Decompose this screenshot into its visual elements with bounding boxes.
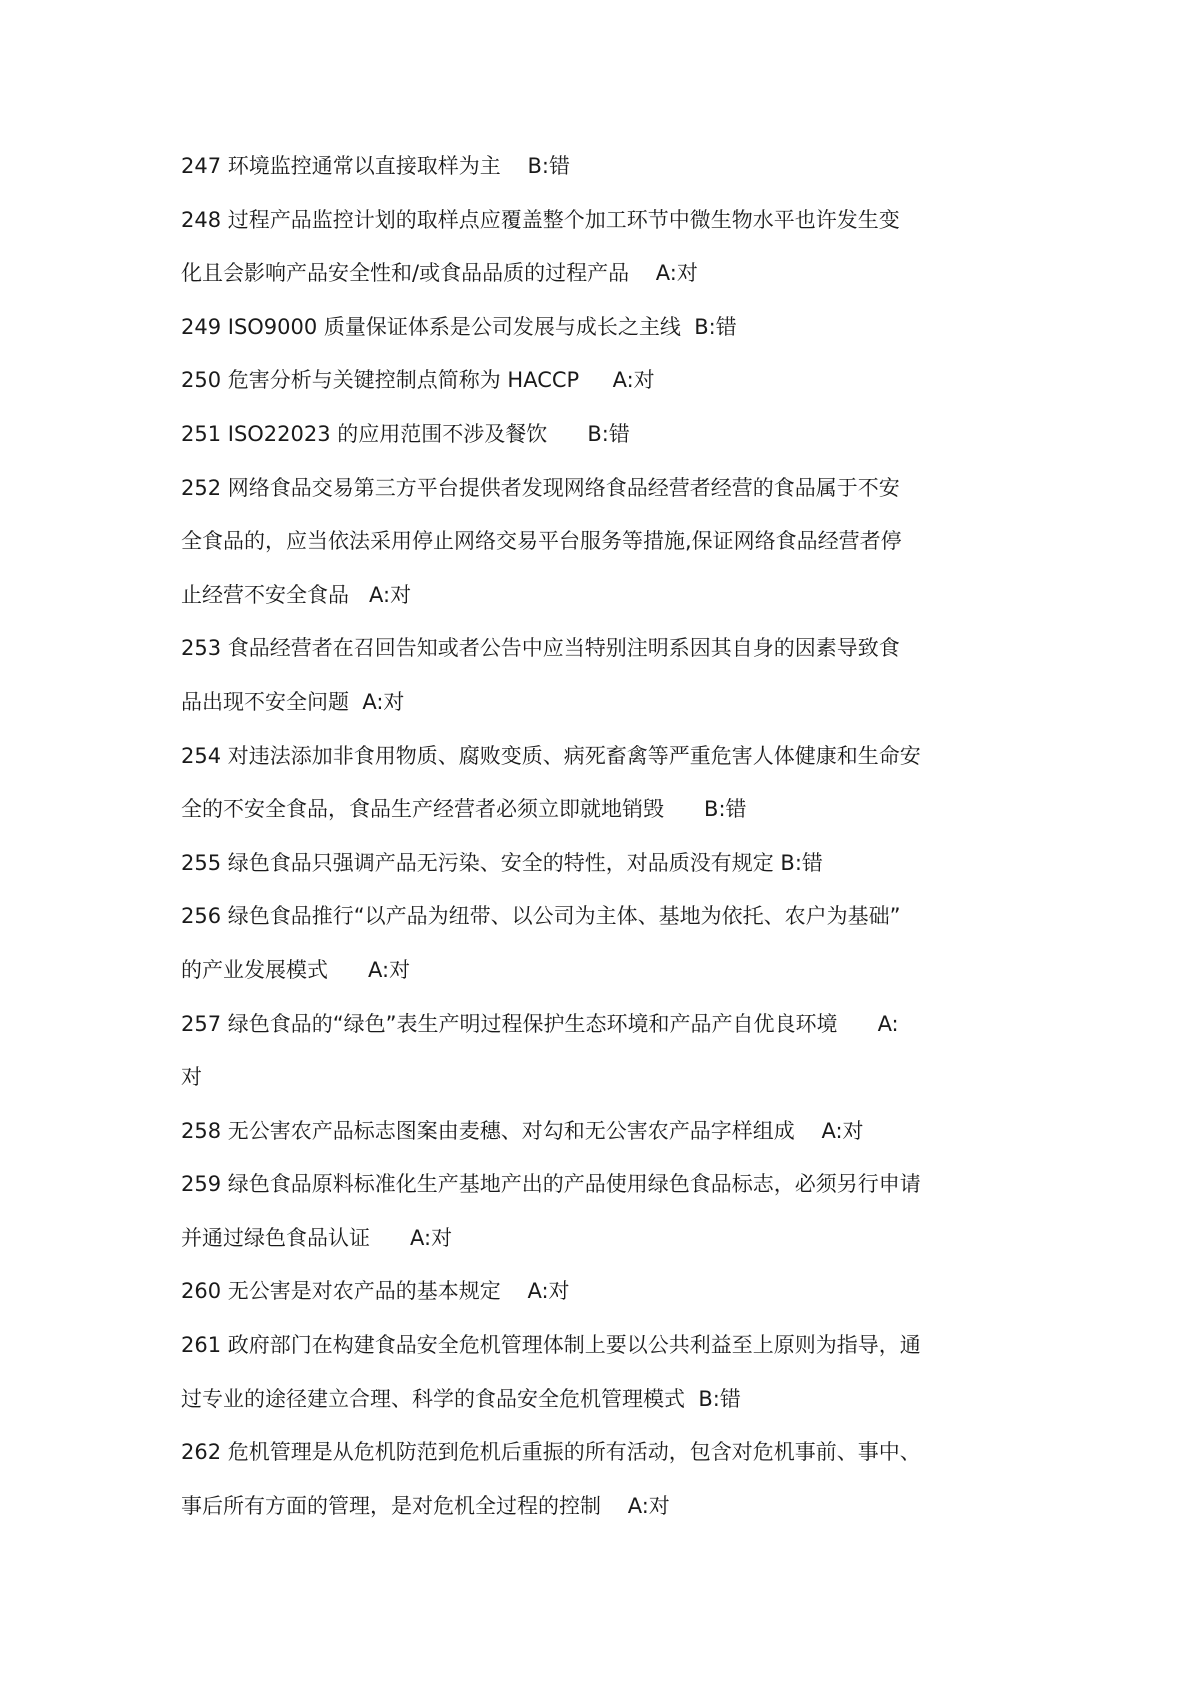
text-line: 254 对违法添加非食用物质、腐败变质、病死畜禽等严重危害人体健康和生命安 xyxy=(181,743,921,768)
text-line: 250 危害分析与关键控制点简称为 HACCP A:对 xyxy=(181,368,655,393)
text-line: 251 ISO22023 的应用范围不涉及餐饮 B:错 xyxy=(181,421,630,446)
text-line: 品出现不安全问题 A:对 xyxy=(181,689,405,714)
text-line: 253 食品经营者在召回告知或者公告中应当特别注明系因其自身的因素导致食 xyxy=(181,636,900,661)
text-line: 262 危机管理是从危机防范到危机后重振的所有活动，包含对危机事前、事中、 xyxy=(181,1440,921,1465)
text-line: 255 绿色食品只强调产品无污染、安全的特性，对品质没有规定 B:错 xyxy=(181,850,823,875)
text-line: 257 绿色食品的“绿色”表生产明过程保护生态环境和产品产自优良环境 A: xyxy=(181,1011,899,1036)
text-line: 全食品的，应当依法采用停止网络交易平台服务等措施,保证网络食品经营者停 xyxy=(181,529,902,554)
text-line: 对 xyxy=(181,1065,202,1090)
text-line: 256 绿色食品推行“以产品为纽带、以公司为主体、基地为依托、农户为基础” xyxy=(181,904,901,929)
text-line: 的产业发展模式 A:对 xyxy=(181,957,411,982)
text-line: 252 网络食品交易第三方平台提供者发现网络食品经营者经营的食品属于不安 xyxy=(181,475,900,500)
text-line: 并通过绿色食品认证 A:对 xyxy=(181,1225,453,1250)
text-line: 全的不安全食品，食品生产经营者必须立即就地销毁 B:错 xyxy=(181,797,747,822)
text-line: 化且会影响产品安全性和/或食品品质的过程产品 A:对 xyxy=(181,261,698,286)
text-line: 258 无公害农产品标志图案由麦穗、对勾和无公害农产品字样组成 A:对 xyxy=(181,1118,864,1143)
document-body xyxy=(181,140,1021,1533)
text-line: 260 无公害是对农产品的基本规定 A:对 xyxy=(181,1279,570,1304)
text-line: 259 绿色食品原料标准化生产基地产出的产品使用绿色食品标志，必须另行申请 xyxy=(181,1172,921,1197)
text-line: 261 政府部门在构建食品安全危机管理体制上要以公共利益至上原则为指导，通 xyxy=(181,1333,921,1358)
text-line: 249 ISO9000 质量保证体系是公司发展与成长之主线 B:错 xyxy=(181,314,737,339)
text-line: 248 过程产品监控计划的取样点应覆盖整个加工环节中微生物水平也许发生变 xyxy=(181,207,900,232)
text-line: 事后所有方面的管理，是对危机全过程的控制 A:对 xyxy=(181,1493,670,1518)
text-line: 过专业的途径建立合理、科学的食品安全危机管理模式 B:错 xyxy=(181,1386,741,1411)
text-line: 247 环境监控通常以直接取样为主 B:错 xyxy=(181,154,570,178)
text-line: 止经营不安全食品 A:对 xyxy=(181,582,412,607)
